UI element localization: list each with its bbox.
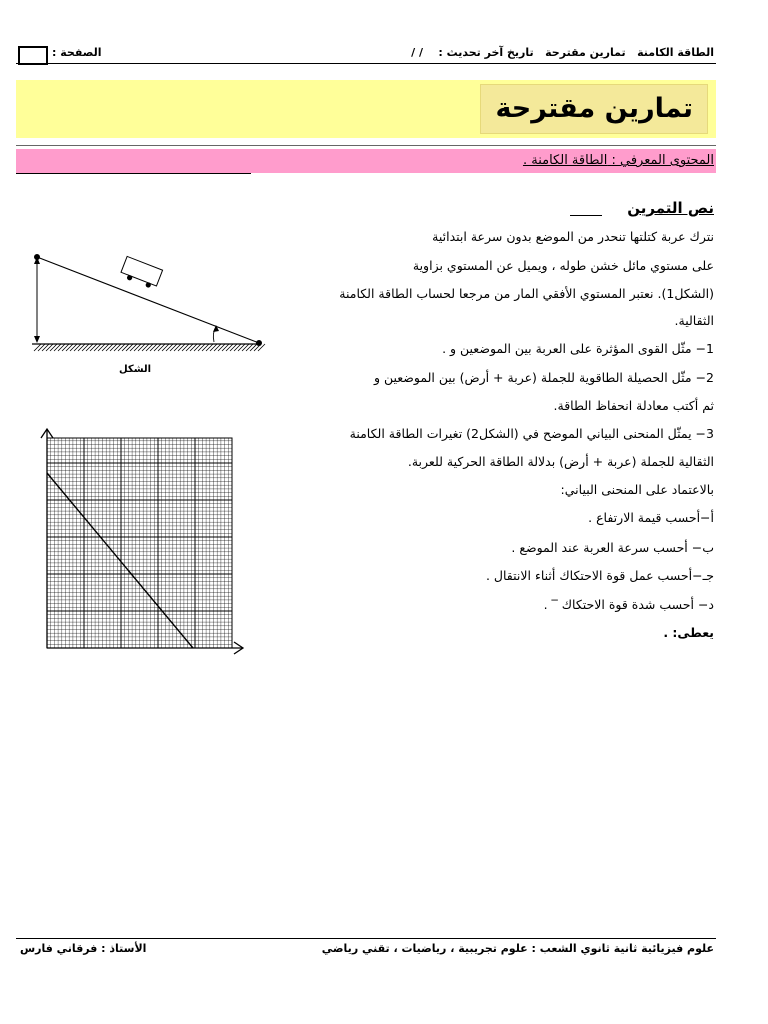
- header-info: [411, 46, 714, 59]
- cart: [119, 256, 162, 290]
- graph-figure: [35, 425, 250, 655]
- exercise-line: جـ−أحسب عمل قوة الاحتكاك أثناء الانتقال .: [485, 568, 714, 583]
- figure1-caption: الشكل: [119, 364, 152, 375]
- header-topic: الطاقة الكامنة: [637, 46, 714, 59]
- page-title: تمارين مقترحة: [480, 84, 708, 134]
- exercise-heading-rule: [570, 215, 602, 216]
- content-underline: [16, 173, 251, 174]
- header-update-label: تاريخ آخر تحديث :: [438, 46, 534, 59]
- exercise-heading: نص التمرين: [627, 199, 714, 217]
- header-update-date: / /: [411, 46, 424, 59]
- footer-teacher: الأستاذ : فرقاني فارس: [20, 942, 147, 955]
- content-heading: [523, 153, 714, 168]
- exercise-line: نترك عربة كتلتها تنحدر من الموضع بدون سرعة ابتدائية: [432, 229, 714, 244]
- footer-rule: [16, 938, 716, 939]
- exercise-line: (الشكل1). نعتبر المستوي الأفقي المار من مرجعا لحساب الطاقة الكامنة: [339, 286, 714, 301]
- exercise-line: الثقالية للجملة (عربة + أرض) بدلالة الطاقة الحركية للعربة.: [407, 454, 714, 469]
- exercise-line: 2− مثّل الحصيلة الطاقوية للجملة (عربة + أرض) بين الموضعين و: [373, 370, 714, 385]
- header-kind: تمارين مقترحة: [545, 46, 626, 59]
- title-band-rule: [16, 145, 716, 146]
- point-bottom: [256, 340, 262, 346]
- ground-hatching: [32, 344, 265, 351]
- header-rule: [16, 63, 716, 64]
- exercise-line: 3− يمثّل المنحنى البياني الموضح في (الشكل2) تغيرات الطاقة الكامنة: [349, 426, 714, 441]
- exercise-line: د− أحسب شدة قوة الاحتكاك ‾ .: [543, 597, 714, 612]
- exercise-line: يعطى: .: [663, 625, 714, 640]
- exercise-line: ب− أحسب سرعة العربة عند الموضع .: [511, 540, 714, 555]
- content-label: المحتوى المعرفي :: [611, 153, 714, 168]
- exercise-line: بالاعتماد على المنحنى البياني:: [560, 482, 714, 497]
- exercise-line: على مستوي مائل خشن طوله ، ويميل عن المستوي بزاوية: [412, 258, 714, 273]
- exercise-line: أ−أحسب قيمة الارتفاع .: [588, 510, 714, 525]
- footer-subject: علوم فيزيائية ثانية ثانوي الشعب : علوم تجريبية ، رياضيات ، تقني رياضي: [321, 942, 714, 955]
- exercise-line: 1− مثّل القوى المؤثرة على العربة بين الموضعين و .: [442, 341, 714, 356]
- exercise-line: ثم أكتب معادلة انحفاظ الطاقة.: [553, 398, 714, 413]
- exercise-line: الثقالية.: [674, 313, 714, 328]
- point-top: [34, 254, 40, 260]
- incline-figure: [28, 245, 268, 360]
- page-label: الصفحة :: [52, 46, 102, 59]
- content-value: الطاقة الكامنة .: [522, 153, 608, 168]
- height-arrow-bottom: [34, 336, 40, 343]
